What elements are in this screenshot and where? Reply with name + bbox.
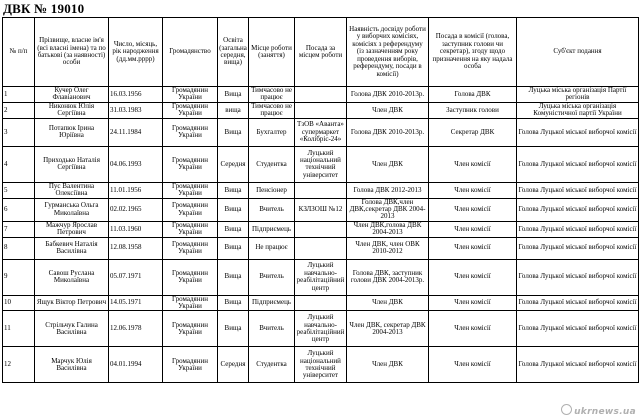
cell-dob: 12.08.1958 [109,237,163,259]
cell-name: Потапюк Ірина Юріївна [35,118,109,146]
header-dob: Число, місяць, рік народження (дд.мм.рррр) [109,18,163,87]
cell-position: ТзОВ «Аванта» супермаркет «Колібріс-24» [295,118,347,146]
cell-number: 12 [3,347,35,383]
cell-commission-role: Голова ДВК [429,87,517,103]
commission-table [2,17,639,383]
cell-subject: Голова Луцької міської виборчої комісії [517,347,639,383]
cell-workplace: Підприємець [249,221,295,237]
cell-commission-role: Член комісії [429,311,517,347]
header-education: Освіта (загальна середня, вища) [218,18,249,87]
cell-dob: 05.07.1971 [109,259,163,295]
cell-subject: Голова Луцької міської виборчої комісії [517,198,639,221]
cell-position [295,237,347,259]
cell-dob: 11.01.1956 [109,182,163,198]
table-row [3,87,639,103]
cell-citizenship: Громадянин України [163,295,218,311]
table-row [3,198,639,221]
cell-name: Ящук Віктор Петрович [35,295,109,311]
cell-position: Луцький навчально-реабілітаційний центр [295,259,347,295]
cell-experience: Голова ДВК, заступник голови ДВК 2004-2013р. [347,259,429,295]
cell-workplace: Не працює [249,237,295,259]
cell-citizenship: Громадянин України [163,182,218,198]
cell-position: Луцький національний технічний університет [295,146,347,182]
cell-education: Вища [218,221,249,237]
header-subject: Суб'єкт подання [517,18,639,87]
cell-education: Середня [218,146,249,182]
cell-workplace: Бухгалтер [249,118,295,146]
cell-citizenship: Громадянин України [163,118,218,146]
cell-dob: 04.06.1993 [109,146,163,182]
table-row [3,259,639,295]
cell-position [295,182,347,198]
cell-education: Вища [218,237,249,259]
cell-dob: 12.06.1978 [109,311,163,347]
header-workplace: Місце роботи (заняття) [249,18,295,87]
cell-number: 7 [3,221,35,237]
cell-position [295,221,347,237]
cell-subject: Голова Луцької міської виборчої комісії [517,146,639,182]
cell-experience: Голова ДВК,член ДВК,секретар ДВК 2004-2013 [347,198,429,221]
cell-position [295,102,347,118]
cell-number: 9 [3,259,35,295]
table-row [3,146,639,182]
cell-citizenship: Громадянин України [163,87,218,103]
cell-position [295,295,347,311]
cell-name: Кучер Олег Флавіанович [35,87,109,103]
cell-name: Савош Руслана Миколаївна [35,259,109,295]
cell-name: Никонюк Юлія Сергіївна [35,102,109,118]
cell-position: КЗЛЗОШ №12 [295,198,347,221]
cell-number: 1 [3,87,35,103]
cell-commission-role: Секретар ДВК [429,118,517,146]
cell-number: 2 [3,102,35,118]
cell-subject: Голова Луцької міської виборчої комісії [517,118,639,146]
table-row [3,311,639,347]
cell-dob: 14.05.1971 [109,295,163,311]
cell-workplace: Вчитель [249,198,295,221]
cell-experience: Голова ДВК 2010-2013р. [347,87,429,103]
watermark-text: ukrnews.ua [574,407,636,417]
header-citizenship: Громадянство [163,18,218,87]
cell-number: 8 [3,237,35,259]
cell-dob: 16.03.1956 [109,87,163,103]
cell-number: 4 [3,146,35,182]
cell-workplace: Вчитель [249,259,295,295]
cell-commission-role: Член комісії [429,198,517,221]
cell-experience: Член ДВК [347,295,429,311]
cell-citizenship: Громадянин України [163,102,218,118]
cell-commission-role: Член комісії [429,146,517,182]
cell-citizenship: Громадянин України [163,221,218,237]
cell-workplace: Студентка [249,146,295,182]
cell-subject: Голова Луцької міської виборчої комісії [517,237,639,259]
cell-dob: 24.11.1984 [109,118,163,146]
cell-commission-role: Член комісії [429,347,517,383]
cell-education: Вища [218,118,249,146]
cell-commission-role: Член комісії [429,221,517,237]
cell-subject: Голова Луцької міської виборчої комісії [517,311,639,347]
cell-experience: Член ДВК, секретар ДВК 2004-2013 [347,311,429,347]
cell-experience: Голова ДВК 2010-2013р. [347,118,429,146]
table-row [3,102,639,118]
cell-number: 3 [3,118,35,146]
cell-workplace: Пенсіонер [249,182,295,198]
cell-dob: 02.02.1965 [109,198,163,221]
cell-subject: Голова Луцької міської виборчої комісії [517,259,639,295]
cell-number: 11 [3,311,35,347]
cell-dob: 31.03.1983 [109,102,163,118]
cell-name: Мажчур Ярослав Петрович [35,221,109,237]
cell-citizenship: Громадянин України [163,237,218,259]
cell-subject: Голова Луцької міської виборчої комісії [517,295,639,311]
cell-education: Вища [218,87,249,103]
table-row [3,182,639,198]
cell-name: Бабкевич Наталія Василівна [35,237,109,259]
cell-citizenship: Громадянин України [163,311,218,347]
cell-commission-role: Член комісії [429,259,517,295]
cell-workplace: Підприємець [249,295,295,311]
cell-name: Пус Валентина Олексіївна [35,182,109,198]
cell-education: Вища [218,311,249,347]
cell-citizenship: Громадянин України [163,198,218,221]
cell-name: Приходько Наталія Сергіївна [35,146,109,182]
cell-subject: Голова Луцької міської виборчої комісії [517,221,639,237]
cell-commission-role: Заступник голови [429,102,517,118]
header-commission-role: Посада в комісії (голова, заступник голови чи секретар), згоду щодо призначення на яку надала особа [429,18,517,87]
cell-experience: Член ДВК [347,146,429,182]
cell-subject: Луцька міська організація Комуністичної партії України [517,102,639,118]
cell-experience: Член ДВК [347,102,429,118]
watermark-logo-icon [561,404,572,415]
cell-experience: Член ДВК, член ОВК 2010-2012 [347,237,429,259]
cell-position: Луцький національний технічний університет [295,347,347,383]
cell-citizenship: Громадянин України [163,259,218,295]
cell-number: 10 [3,295,35,311]
cell-education: Вища [218,198,249,221]
cell-commission-role: Член комісії [429,295,517,311]
cell-number: 5 [3,182,35,198]
cell-position: Луцький навчально-реабілітаційний центр [295,311,347,347]
cell-name: Марчук Юлія Василівна [35,347,109,383]
header-position: Посада за місцем роботи [295,18,347,87]
cell-name: Стрільчук Галина Василівна [35,311,109,347]
cell-workplace: Студентка [249,347,295,383]
header-experience: Наявність досвіду роботи у виборчих комісіях, комісіях з референдуму (із зазначенням року проведення виборів, референдуму, посади в комісії) [347,18,429,87]
cell-workplace: Вчитель [249,311,295,347]
cell-education: Вища [218,259,249,295]
cell-position [295,87,347,103]
cell-subject: Луцька міська організація Партії регіонів [517,87,639,103]
cell-dob: 11.03.1960 [109,221,163,237]
header-number: № п/п [3,18,35,87]
cell-workplace: Тимчасово не працює [249,87,295,103]
cell-commission-role: Член комісії [429,237,517,259]
header-name: Прізвище, власне ім'я (всі власні імена) та по батькові (за наявності) особи [35,18,109,87]
table-row [3,347,639,383]
cell-education: Вища [218,182,249,198]
cell-education: Вища [218,295,249,311]
cell-citizenship: Громадянин України [163,146,218,182]
table-row [3,118,639,146]
cell-citizenship: Громадянин України [163,347,218,383]
document-title: ДВК № 19010 [3,1,85,16]
cell-number: 6 [3,198,35,221]
cell-education: Середня [218,347,249,383]
cell-dob: 04.01.1994 [109,347,163,383]
cell-commission-role: Член комісії [429,182,517,198]
cell-experience: Голова ДВК 2012-2013 [347,182,429,198]
cell-experience: Член ДВК [347,347,429,383]
table-row [3,221,639,237]
cell-workplace: Тимчасово не працює [249,102,295,118]
cell-experience: Член ДВК,голова ДВК 2004-2013 [347,221,429,237]
table-header-row [3,18,639,87]
table-row [3,295,639,311]
cell-subject: Голова Луцької міської виборчої комісії [517,182,639,198]
cell-name: Гурманська Ольга Миколаївна [35,198,109,221]
watermark [561,404,636,417]
table-row [3,237,639,259]
cell-education: вища [218,102,249,118]
